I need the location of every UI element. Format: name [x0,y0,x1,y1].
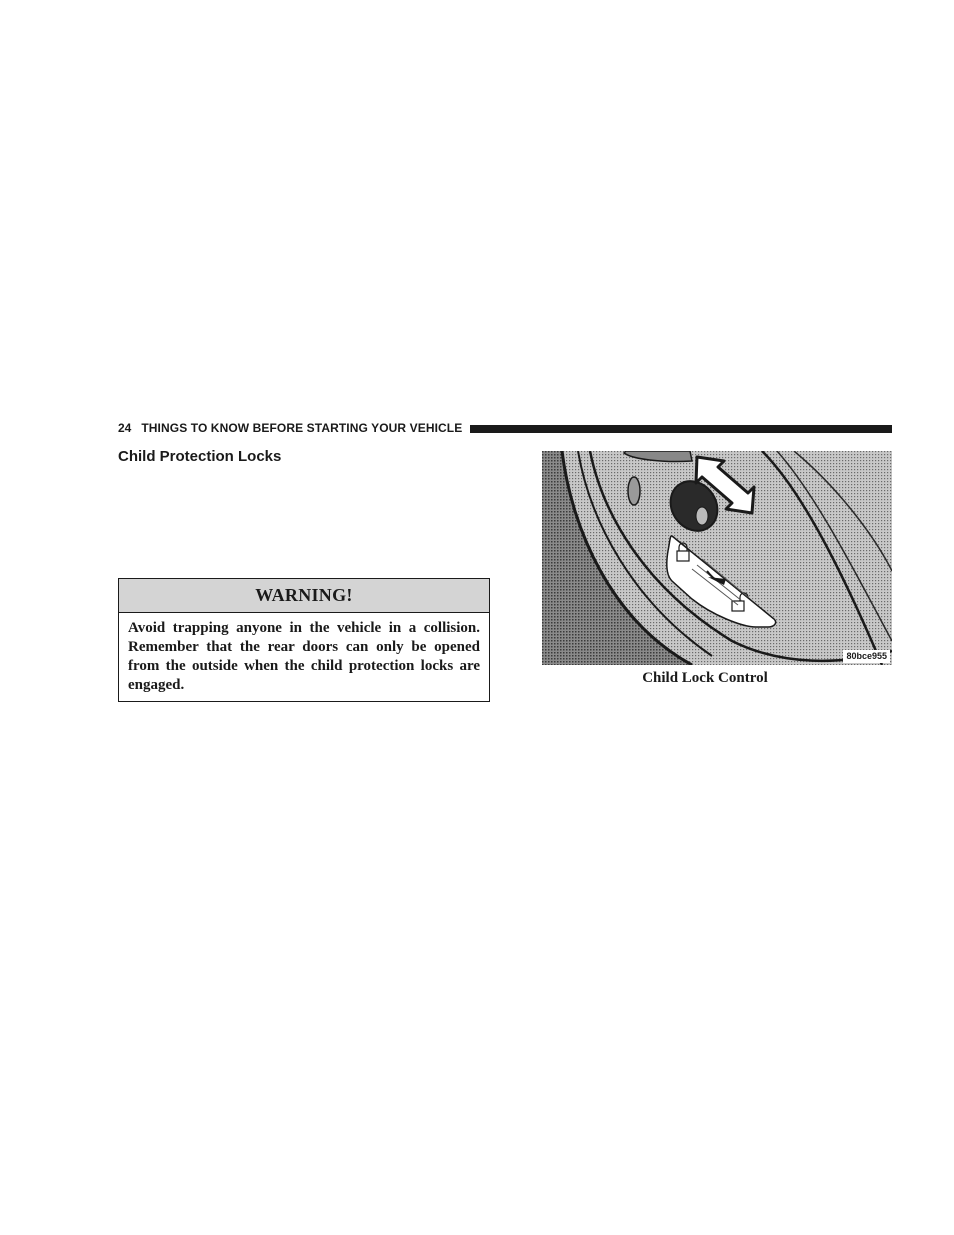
door-edge-drawing [542,451,892,665]
running-header-title: THINGS TO KNOW BEFORE STARTING YOUR VEHICLE [141,421,463,435]
figure-code: 80bce955 [843,650,890,663]
page-number: 24 [118,421,132,435]
header-rule [470,425,892,433]
warning-box [118,578,490,702]
child-lock-illustration [542,451,892,665]
figure-caption: Child Lock Control [642,670,768,686]
warning-text: Avoid trapping anyone in the vehicle in a collision. Remember that the rear doors can only be opened from the outside when the child protection locks are engaged. [128,620,480,693]
section-title: Child Protection Locks [118,448,282,465]
warning-heading: WARNING! [119,579,489,613]
page-header [118,419,892,437]
